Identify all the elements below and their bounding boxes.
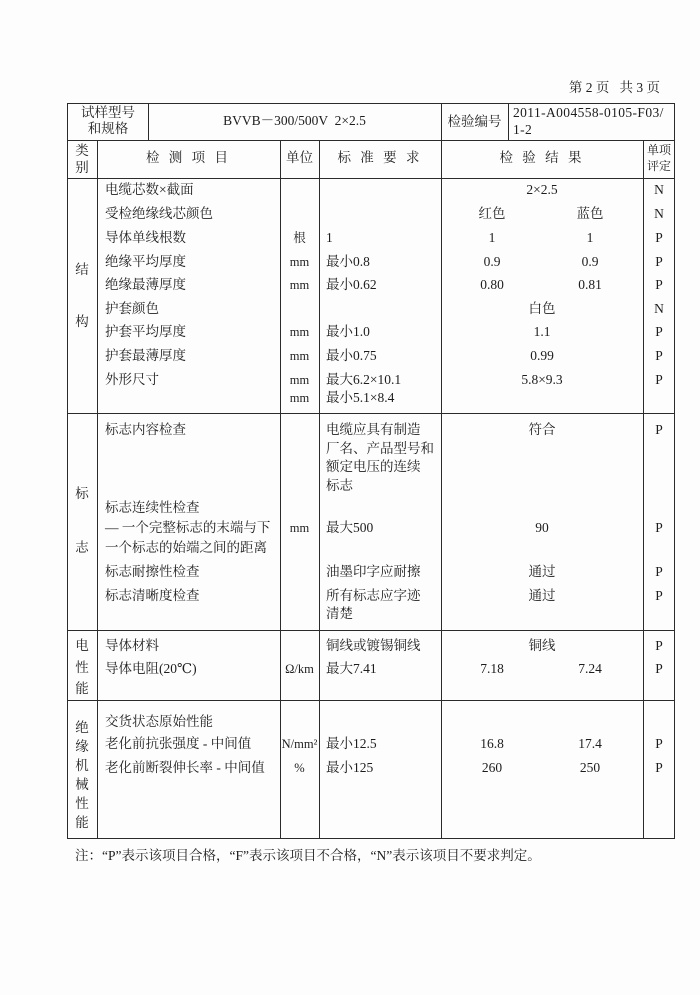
row-standard: 最大6.2×10.1 (326, 372, 402, 387)
row-result-1: 红色 (478, 206, 506, 221)
row-item: 受检绝缘线芯颜色 (105, 206, 213, 221)
row-item: 护套最薄厚度 (105, 348, 186, 363)
row-unit: mm (289, 278, 310, 292)
row-item: 外形尺寸 (105, 372, 159, 387)
row-divider (67, 700, 675, 701)
row-evaluation: P (655, 422, 663, 437)
row-standard: 最小0.8 (326, 254, 370, 269)
column-header-unit: 单位 (286, 150, 313, 165)
category-label: 电性能 (75, 638, 89, 696)
row-unit: N/mm² (281, 737, 318, 751)
row-standard: 油墨印字应耐擦 (326, 564, 421, 579)
row-item: 导体单线根数 (105, 230, 186, 245)
row-result-1: 0.80 (480, 277, 504, 292)
row-standard: 厂名、产品型号和 (326, 441, 434, 456)
column-header-result: 检 验 结 果 (499, 150, 585, 165)
row-evaluation: P (655, 588, 663, 603)
row-item: 标志清晰度检查 (105, 588, 200, 603)
row-standard: 最小0.75 (326, 348, 377, 363)
row-evaluation: N (654, 182, 664, 197)
category-label: 结构 (75, 262, 89, 329)
row-result-2: 17.4 (578, 736, 602, 751)
row-unit: mm (289, 391, 310, 405)
row-standard: 铜线或镀锡铜线 (326, 638, 421, 653)
row-divider (67, 630, 675, 631)
row-evaluation: P (655, 230, 663, 245)
row-standard: 最小125 (326, 760, 374, 775)
report-number-line: 1-2 (513, 122, 533, 137)
row-standard: 电缆应具有制造 (326, 422, 421, 437)
column-header-item: 检 测 项 目 (145, 150, 232, 165)
row-result: 通过 (528, 588, 556, 603)
row-item: 标志内容检查 (105, 422, 186, 437)
row-evaluation: P (655, 254, 663, 269)
row-divider (67, 178, 675, 179)
row-evaluation: P (655, 661, 663, 676)
row-result-2: 蓝色 (576, 206, 604, 221)
row-unit: mm (289, 349, 310, 363)
row-result: 90 (535, 520, 549, 535)
row-result: 符合 (528, 422, 556, 437)
row-result: 铜线 (528, 638, 556, 653)
row-standard: 最小0.62 (326, 277, 377, 292)
row-unit: % (294, 761, 305, 775)
row-subheading: 交货状态原始性能 (105, 714, 213, 729)
row-standard: 最小5.1×8.4 (326, 390, 395, 405)
row-result: 白色 (528, 301, 556, 316)
column-divider (508, 103, 509, 140)
row-standard: 最大7.41 (326, 661, 377, 676)
row-unit: 根 (293, 231, 306, 245)
row-standard: 1 (326, 230, 333, 245)
row-evaluation: P (655, 638, 663, 653)
row-evaluation: P (655, 372, 663, 387)
row-item: 老化前抗张强度 - 中间值 (105, 736, 252, 751)
row-result-2: 1 (586, 230, 594, 245)
row-item: 绝缘最薄厚度 (105, 277, 186, 292)
row-evaluation: P (655, 277, 663, 292)
report-number-line: 2011-A004558-0105-F03/ (513, 105, 664, 120)
row-standard: 所有标志应字迹 (326, 588, 421, 603)
row-divider (67, 140, 675, 141)
row-item: 护套平均厚度 (105, 324, 186, 339)
row-item: 电缆芯数×截面 (105, 182, 194, 197)
row-result-1: 7.18 (480, 661, 504, 676)
row-result-1: 1 (488, 230, 496, 245)
row-result-2: 0.9 (581, 254, 599, 269)
row-divider (67, 413, 675, 414)
row-standard: 最小12.5 (326, 736, 377, 751)
row-result: 2×2.5 (526, 182, 558, 197)
row-result-2: 0.81 (578, 277, 602, 292)
row-item: 标志连续性检查 (105, 500, 200, 515)
row-evaluation: P (655, 760, 663, 775)
row-result-1: 16.8 (480, 736, 504, 751)
row-standard: 最大500 (326, 520, 374, 535)
column-header-category: 类别 (75, 143, 89, 175)
row-item: 导体电阻(20℃) (105, 661, 197, 676)
row-unit: mm (289, 325, 310, 339)
row-standard: 额定电压的连续 (326, 459, 421, 474)
row-evaluation: P (655, 520, 663, 535)
row-unit: Ω/km (285, 662, 314, 676)
row-unit: mm (289, 521, 310, 535)
row-standard: 清楚 (326, 606, 353, 621)
row-evaluation: P (655, 324, 663, 339)
column-header-standard: 标 准 要 求 (337, 150, 423, 165)
row-item: 导体材料 (105, 638, 159, 653)
row-item: 标志耐擦性检查 (105, 564, 200, 579)
column-header-evaluation: 单项评定 (646, 143, 671, 173)
sample-model-label: 试样型号和规格 (81, 105, 135, 136)
row-result-2: 250 (579, 760, 601, 775)
page-indicator: 第 2 页 共 3 页 (568, 80, 660, 95)
row-result: 通过 (528, 564, 556, 579)
row-evaluation: P (655, 736, 663, 751)
row-evaluation: P (655, 564, 663, 579)
category-label: 标志 (75, 486, 89, 555)
row-result: 5.8×9.3 (521, 372, 563, 387)
row-result: 0.99 (530, 348, 554, 363)
row-standard: 标志 (326, 478, 353, 493)
row-unit: mm (289, 255, 310, 269)
row-evaluation: N (654, 301, 664, 316)
row-item: 护套颜色 (105, 301, 159, 316)
column-divider (97, 140, 98, 838)
row-evaluation: N (654, 206, 664, 221)
column-divider (319, 140, 320, 838)
row-result: 1.1 (533, 324, 551, 339)
row-result-1: 260 (481, 760, 503, 775)
row-item: 绝缘平均厚度 (105, 254, 186, 269)
category-label: 绝缘机械性能 (75, 720, 89, 830)
row-item-detail: — 一个完整标志的末端与下 (105, 520, 271, 535)
row-standard: 最小1.0 (326, 324, 370, 339)
row-result-1: 0.9 (483, 254, 501, 269)
report-number-label: 检验编号 (447, 114, 502, 129)
row-evaluation: P (655, 348, 663, 363)
row-unit: mm (289, 373, 310, 387)
footnote: 注：“P”表示该项目合格，“F”表示该项目不合格，“N”表示该项目不要求判定。 (75, 848, 541, 863)
row-item: 老化前断裂伸长率 - 中间值 (105, 760, 265, 775)
row-result-2: 7.24 (578, 661, 602, 676)
row-item-detail: 一个标志的始端之间的距离 (105, 540, 267, 555)
sample-model-value: BVVB－300/500V 2×2.5 (223, 113, 366, 128)
